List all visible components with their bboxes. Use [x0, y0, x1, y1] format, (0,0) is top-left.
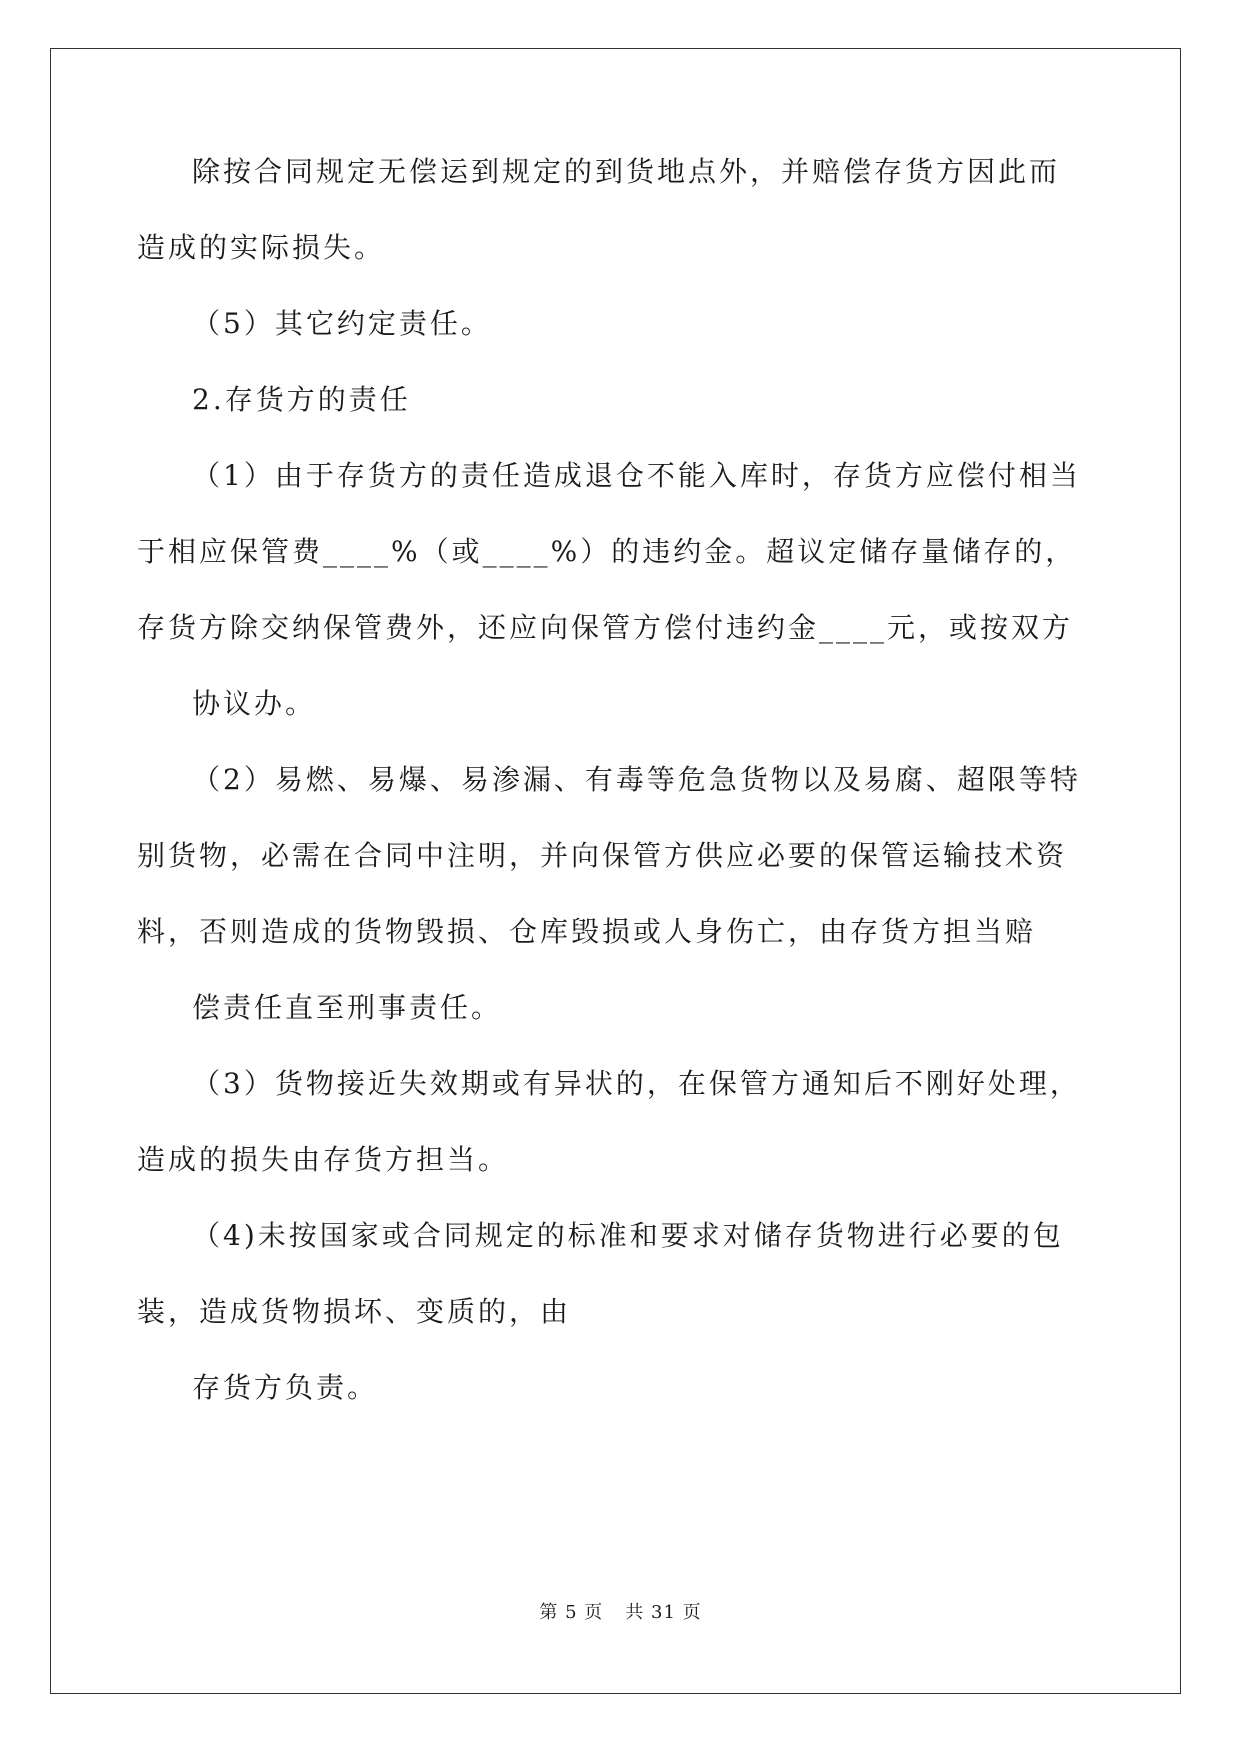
text-line: 造成的实际损失。: [137, 231, 386, 264]
page-total: 共 31 页: [625, 1602, 702, 1623]
page-number: 第 5 页: [539, 1602, 604, 1623]
text-line: 料，否则造成的货物毁损、仓库毁损或人身伤亡，由存货方担当赔: [137, 915, 1037, 948]
text-line: 造成的损失由存货方担当。: [137, 1143, 510, 1176]
text-line: （2）易燃、易爆、易渗漏、有毒等危急货物以及易腐、超限等特: [192, 763, 1081, 796]
text-line: （5）其它约定责任。: [192, 307, 492, 340]
text-line: 存货方负责。: [192, 1371, 379, 1404]
text-line: 存货方除交纳保管费外，还应向保管方偿付违约金____元，或按双方: [137, 611, 1074, 644]
text-line: 别货物，必需在合同中注明，并向保管方供应必要的保管运输技术资: [137, 839, 1068, 872]
section-heading: 2.存货方的责任: [192, 383, 411, 416]
text-line: （4)未按国家或合同规定的标准和要求对储存货物进行必要的包: [192, 1219, 1064, 1252]
text-line: 协议办。: [192, 687, 317, 720]
text-line: 除按合同规定无偿运到规定的到货地点外，并赔偿存货方因此而: [192, 155, 1061, 188]
text-line: （1）由于存货方的责任造成退仓不能入库时，存货方应偿付相当: [192, 459, 1081, 492]
text-line: （3）货物接近失效期或有异状的，在保管方通知后不刚好处理，: [192, 1067, 1081, 1100]
text-line: 偿责任直至刑事责任。: [192, 991, 503, 1024]
text-line: 装，造成货物损坏、变质的，由: [137, 1295, 572, 1328]
text-line: 于相应保管费____%（或____%）的违约金。超议定储存量储存的，: [137, 535, 1077, 568]
page-footer: [0, 1602, 1241, 1624]
